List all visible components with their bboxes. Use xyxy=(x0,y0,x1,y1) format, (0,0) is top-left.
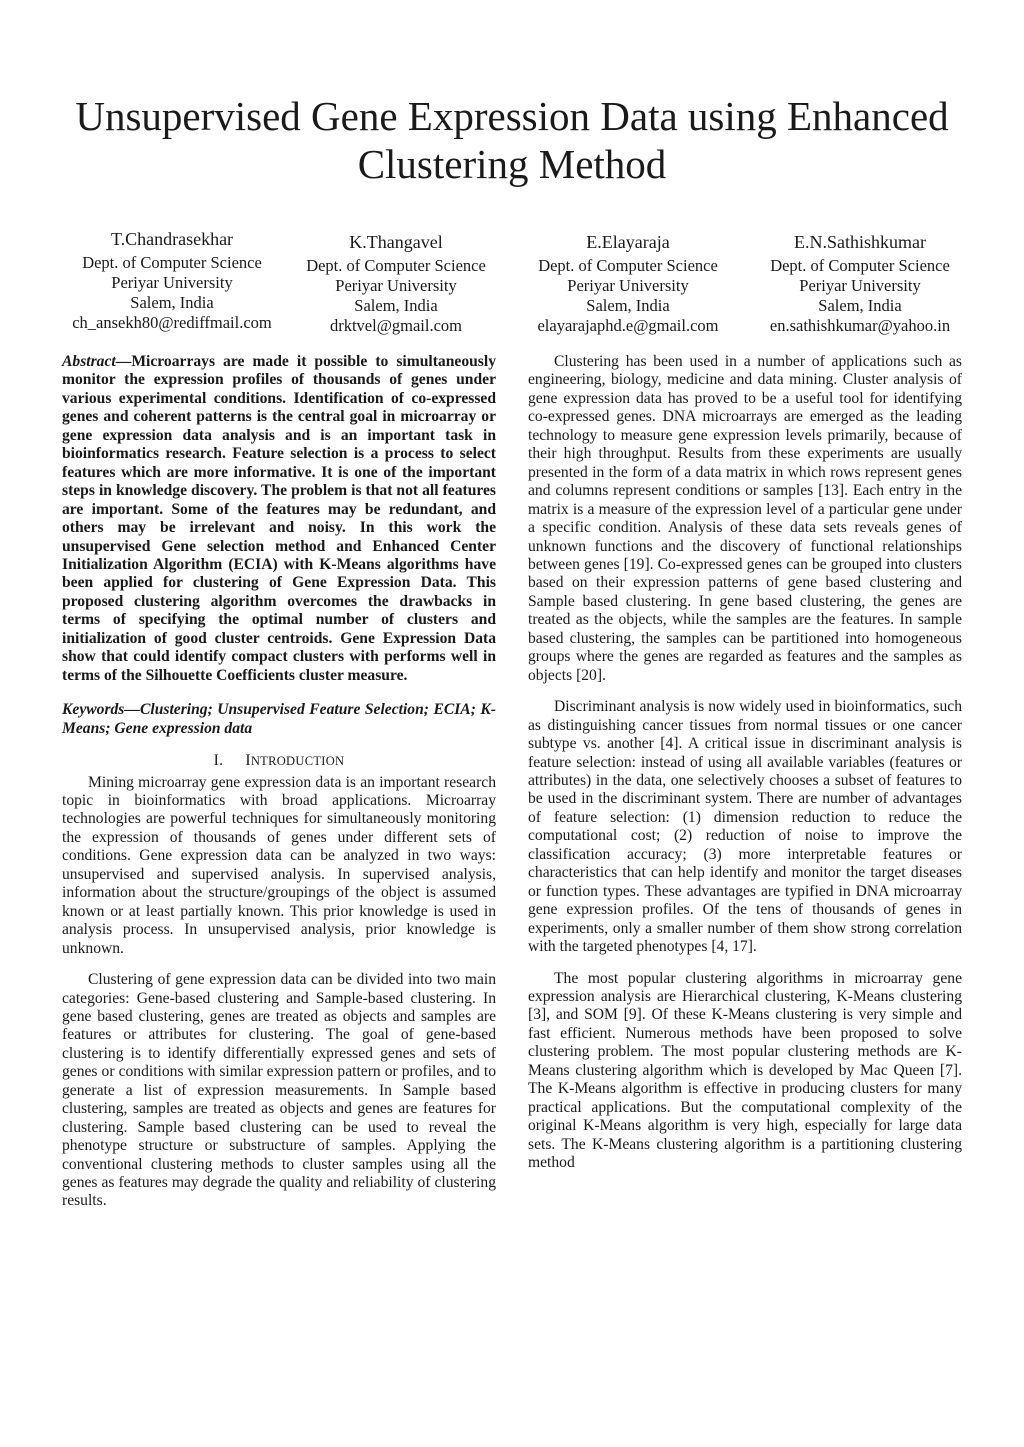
paragraph: Clustering of gene expression data can be divided into two main categories: Gene-based clustering and Sample-based clustering. In gene based clustering, genes are treated as objects and samples are features or attributes for clustering. The goal of gene-based clustering is to identify differentially expressed genes and sets of genes or conditions with similar expression pattern or profiles, and to generate a list of expression measurements. In Sample based clustering, samples are treated as objects and genes are features for clustering. Sample based clustering can be used to reveal the phenotype structure or substructure of samples. Applying the conventional clustering methods to cluster samples using all the genes as features may degrade the quality and reliability of clustering results. xyxy=(62,971,496,1210)
section-heading-introduction xyxy=(62,752,496,770)
author-dept: Dept. of Computer Science xyxy=(82,253,262,272)
abstract xyxy=(62,353,496,685)
author-university: Periyar University xyxy=(335,276,457,295)
author-email: elayarajaphd.e@gmail.com xyxy=(537,316,719,335)
author-location: Salem, India xyxy=(354,296,438,315)
author-name: T.Chandrasekhar xyxy=(110,229,234,249)
author-university: Periyar University xyxy=(799,276,921,295)
keywords-text: —Clustering; Unsupervised Feature Selection; ECIA; K-Means; Gene expression data xyxy=(62,701,496,737)
section-title-rest: NTRODUCTION xyxy=(250,754,345,769)
paragraph: Clustering has been used in a number of applications such as engineering, biology, medicine and data mining. Cluster analysis of gene expression data has proved to be a useful tool for identifying co-expressed genes. DNA microarrays are emerged as the leading technology to measure gene expression levels primarily, because of their high throughput. Results from these experiments are usually presented in the form of a data matrix in which rows represent genes and columns represent conditions or samples [13]. Each entry in the matrix is a measure of the expression level of a particular gene under a specific condition. Analysis of these data sets reveals genes of unknown functions and the discovery of functional relationships between genes [19]. Co-expressed genes can be grouped into clusters based on their expression patterns of gene based clustering and Sample based clustering. In gene based clustering, the genes are treated as the objects, while the samples are the features. In sample based clustering, the samples can be partitioned into homogeneous groups where the genes are regarded as features and the samples as objects [20]. xyxy=(528,353,962,684)
author-block-2 xyxy=(276,231,516,336)
keywords xyxy=(62,701,496,738)
author-email: en.sathishkumar@yahoo.in xyxy=(769,316,951,335)
author-university: Periyar University xyxy=(111,273,233,292)
author-location: Salem, India xyxy=(130,293,214,312)
left-column xyxy=(62,353,496,1211)
section-number: I. xyxy=(213,752,224,770)
section-title-initial: I xyxy=(245,752,251,770)
author-name: K.Thangavel xyxy=(349,232,443,252)
author-dept: Dept. of Computer Science xyxy=(770,256,950,275)
paragraph: Discriminant analysis is now widely used in bioinformatics, such as distinguishing cancer tissues from normal tissues or one cancer subtype vs. another [4]. A critical issue in discriminant analysis is feature selection: instead of using all available variables (features or attributes) in the data, one selectively chooses a subset of features to be used in the discriminant system. There are number of advantages of feature selection: (1) dimension reduction to reduce the computational cost; (2) reduction of noise to improve the classification accuracy; (3) more interpretable features or characteristics that can help identify and monitor the target diseases or function types. These advantages are typified in DNA microarray gene expression profiles. Of the tens of thousands of genes in experiments, only a smaller number of them show strong correlation with the targeted phenotypes [4, 17]. xyxy=(528,698,962,956)
paper-title: Unsupervised Gene Expression Data using Enhanced Clustering Method xyxy=(75,93,949,187)
author-location: Salem, India xyxy=(818,296,902,315)
author-block-3 xyxy=(508,231,748,336)
author-dept: Dept. of Computer Science xyxy=(306,256,486,275)
right-column xyxy=(528,353,962,1172)
author-name: E.N.Sathishkumar xyxy=(794,232,926,252)
author-dept: Dept. of Computer Science xyxy=(538,256,718,275)
author-university: Periyar University xyxy=(567,276,689,295)
keywords-label: Keywords xyxy=(62,701,125,719)
abstract-label: Abstract xyxy=(62,353,116,370)
author-email: drktvel@gmail.com xyxy=(329,316,463,335)
abstract-text: —Microarrays are made it possible to simultaneously monitor the expression profiles of thousands of genes under various experimental conditions. Identification of co-expressed genes and coherent patterns is the central goal in microarray or gene expression data analysis and is an important task in bioinformatics research. Feature selection is a process to select features which are more informative. It is one of the important steps in knowledge discovery. The problem is that not all features are important. Some of the features may be redundant, and others may be irrelevant and noisy. In this work the unsupervised Gene selection method and Enhanced Center Initialization Algorithm (ECIA) with K-Means algorithms have been applied for clustering of Gene Expression Data. This proposed clustering algorithm overcomes the drawbacks in terms of specifying the optimal number of clusters and initialization of good cluster centroids. Gene Expression Data show that could identify compact clusters with performs well in terms of the Silhouette Coefficients cluster measure. xyxy=(62,353,496,684)
author-location: Salem, India xyxy=(586,296,670,315)
author-name: E.Elayaraja xyxy=(586,232,670,252)
paragraph: Mining microarray gene expression data is an important research topic in bioinformatics with broad applications. Microarray technologies are powerful techniques for simultaneously monitoring the expression of thousands of genes under different sets of conditions. Gene expression data can be analyzed in two ways: unsupervised and supervised analysis. In supervised analysis, information about the structure/groupings of the object is assumed known or at least partially known. This prior knowledge is used in analysis process. In unsupervised analysis, prior knowledge is unknown. xyxy=(62,773,496,957)
author-email: ch_ansekh80@rediffmail.com xyxy=(72,313,272,332)
author-block-4 xyxy=(740,231,980,336)
paragraph: The most popular clustering algorithms in microarray gene expression analysis are Hierarchical clustering, K-Means clustering [3], and SOM [9]. Of these K-Means clustering is very simple and fast efficient. Numerous methods have been proposed to solve clustering problem. The most popular clustering methods are K-Means clustering algorithm which is developed by Mac Queen [7]. The K-Means algorithm is effective in producing clusters for many practical applications. But the computational complexity of the original K-Means algorithm is very high, especially for large data sets. The K-Means clustering algorithm is a partitioning clustering method xyxy=(528,969,962,1172)
author-block-1 xyxy=(52,228,292,333)
